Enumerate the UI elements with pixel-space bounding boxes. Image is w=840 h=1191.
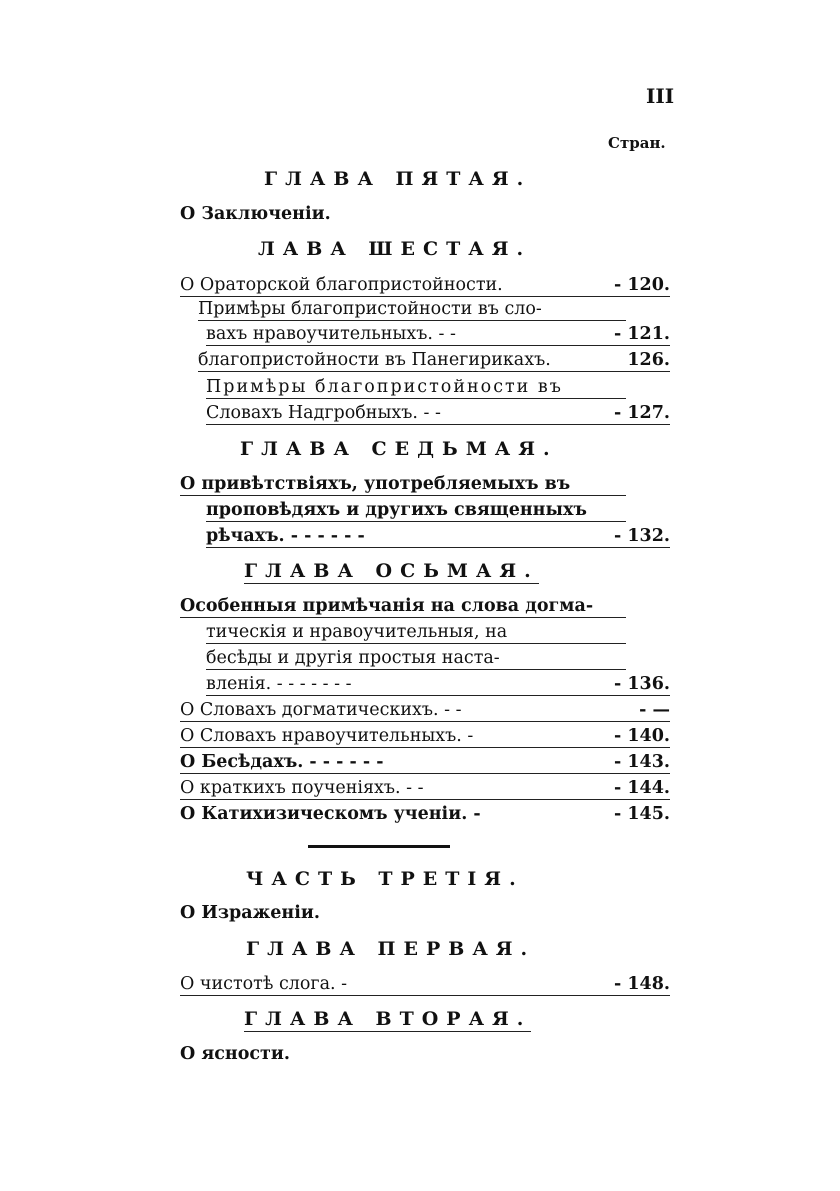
toc-entry-text: тическія и нравоучительныя, на — [206, 622, 508, 642]
toc-entry — [180, 474, 626, 496]
toc-entry — [180, 974, 670, 996]
toc-entry-page: - 145. — [614, 804, 670, 824]
toc-entry-text: Примѣры благопристойности въ сло- — [198, 299, 542, 319]
toc-entry: О ясности. — [180, 1044, 290, 1064]
toc-entry: О Израженіи. — [180, 903, 320, 923]
toc-entry-text: О привѣтствіяхъ, употребляемыхъ въ — [180, 474, 571, 494]
chapter-heading: ГЛАВА ВТОРАЯ. — [244, 1008, 532, 1030]
toc-entry — [180, 275, 670, 297]
toc-entry-page: - 148. — [614, 974, 670, 994]
toc-entry-page: - 127. — [614, 403, 670, 423]
toc-entry — [206, 648, 626, 670]
toc-entry — [198, 299, 626, 321]
toc-entry-page: 126. — [627, 350, 670, 370]
toc-entry-text: О чистотѣ слога. - — [180, 974, 348, 994]
toc-entry-text: вленія. - - - - - - - — [206, 674, 352, 694]
toc-entry — [180, 700, 670, 722]
toc-entry — [206, 622, 626, 644]
chapter-heading: ГЛАВА СЕДЬМАЯ. — [240, 438, 558, 460]
toc-entry-page: - 143. — [614, 752, 670, 772]
page-number: III — [646, 84, 675, 108]
toc-entry-text: О краткихъ поученіяхъ. - - — [180, 778, 424, 798]
toc-entry-page: - 121. — [614, 324, 670, 344]
toc-entry-text: О Бесѣдахъ. - - - - - - — [180, 752, 384, 772]
section-divider — [308, 845, 450, 848]
toc-entry-text: благопристойности въ Панегирикахъ. — [198, 350, 551, 370]
toc-entry — [206, 500, 626, 522]
part-heading: ЧАСТЬ ТРЕТІЯ. — [246, 868, 524, 890]
chapter-heading: ГЛАВА ПЕРВАЯ. — [246, 938, 536, 960]
toc-entry-text: О Катихизическомъ ученіи. - — [180, 804, 481, 824]
toc-entry-page: - 120. — [614, 275, 670, 295]
toc-entry-page: - — — [639, 700, 670, 720]
toc-entry-page: - 140. — [614, 726, 670, 746]
toc-entry-page: - 144. — [614, 778, 670, 798]
toc-entry-page: - 132. — [614, 526, 670, 546]
toc-entry-text: бесѣды и другія простыя наста- — [206, 648, 500, 668]
toc-entry — [198, 350, 670, 372]
toc-entry — [206, 674, 670, 696]
toc-entry-text: рѣчахъ. - - - - - - — [206, 526, 365, 546]
toc-entry — [180, 726, 670, 748]
chapter-heading: ГЛАВА ОСЬМАЯ. — [244, 560, 539, 582]
toc-entry — [180, 596, 626, 618]
toc-entry-text: О Словахъ догматическихъ. - - — [180, 700, 462, 720]
toc-entry-text: вахъ нравоучительныхъ. - - — [206, 324, 456, 344]
toc-entry: О Заключеніи. — [180, 204, 331, 224]
toc-entry-text: Словахъ Надгробныхъ. - - — [206, 403, 441, 423]
chapter-heading: ЛАВА ШЕСТАЯ. — [258, 238, 532, 260]
toc-entry-page: - 136. — [614, 674, 670, 694]
toc-entry — [206, 526, 670, 548]
toc-entry — [180, 804, 670, 824]
toc-entry-text: Особенныя примѣчанія на слова догма- — [180, 596, 594, 616]
toc-entry — [180, 752, 670, 774]
toc-entry — [206, 324, 670, 346]
column-header: Стран. — [608, 134, 666, 152]
toc-entry-text: проповѣдяхъ и другихъ священныхъ — [206, 500, 587, 520]
toc-entry — [206, 403, 670, 425]
toc-entry-text: О Словахъ нравоучительныхъ. - — [180, 726, 474, 746]
toc-entry-text: Примѣры благопристойности въ — [206, 377, 563, 397]
chapter-heading: ГЛАВА ПЯТАЯ. — [264, 168, 532, 190]
toc-entry — [180, 778, 670, 800]
toc-entry — [206, 377, 626, 399]
toc-entry-text: О Ораторской благопристойности. — [180, 275, 503, 295]
